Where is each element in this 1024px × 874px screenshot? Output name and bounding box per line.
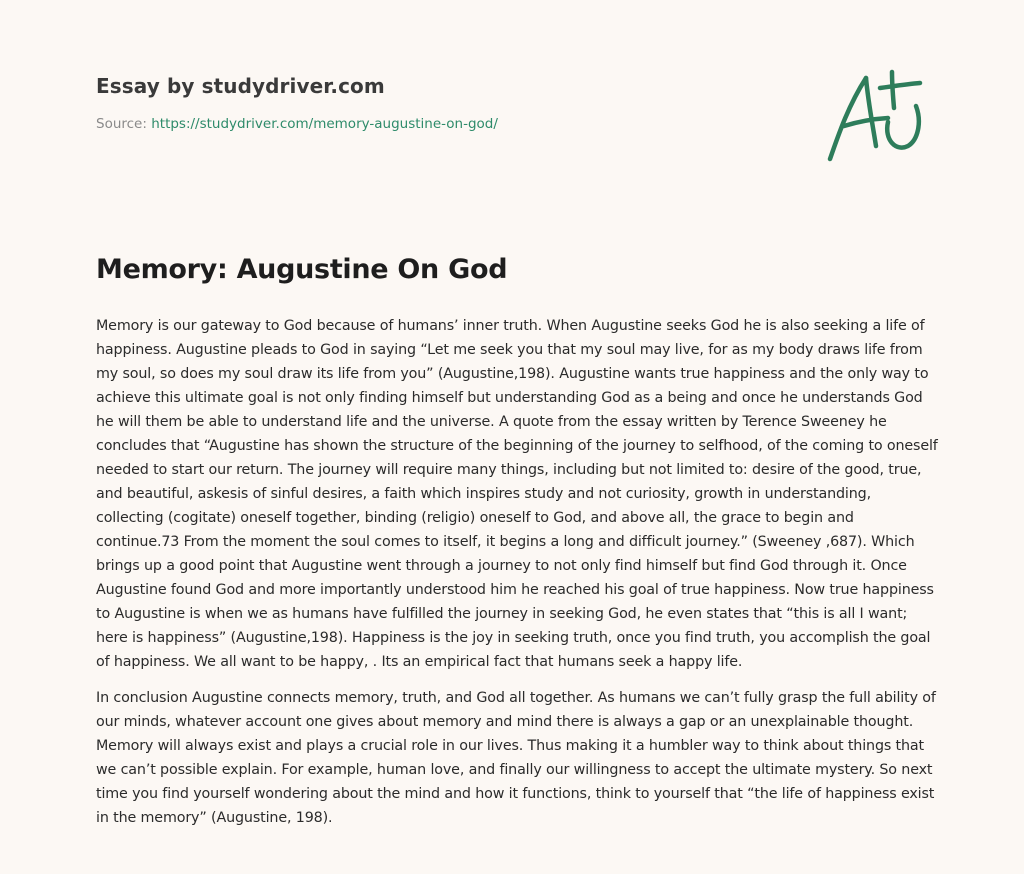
source-link[interactable]: https://studydriver.com/memory-augustine-on-god/ xyxy=(151,116,498,132)
site-title: Essay by studydriver.com xyxy=(96,74,385,98)
source-label: Source: xyxy=(96,116,147,132)
page-title: Memory: Augustine On God xyxy=(96,254,508,285)
source-line xyxy=(96,116,816,132)
page-header xyxy=(96,74,816,132)
essay-paragraph: In conclusion Augustine connects memory, truth, and God all together. As humans we can’t fully grasp the full ability of our minds, whatever account one gives about memory and mind there is always a gap or an unexplainable thought. Memory will always exist and plays a crucial role in our lives. Thus making it a humbler way to think about things that we can’t possible explain. For example, human love, and finally our willingness to accept the ultimate mystery. So next time you find yourself wondering about the mind and how it functions, think to yourself that “the life of happiness exist in the memory” (Augustine, 198). xyxy=(96,690,936,826)
a-plus-logo-icon xyxy=(822,66,932,166)
essay-paragraph: Memory is our gateway to God because of humans’ inner truth. When Augustine seeks God he is also seeking a life of happiness. Augustine pleads to God in saying “Let me seek you that my soul may live, for as my body draws life from my soul, so does my soul draw its life from you” (Augustine,198). Augustine wants true happiness and the only way to achieve this ultimate goal is not only finding himself but understanding God as a being and once he understands God he will them be able to understand life and the universe. A quote from the essay written by Terence Sweeney he concludes that “Augustine has shown the structure of the beginning of the journey to selfhood, of the coming to oneself needed to start our return. The journey will require many things, including but not limited to: desire of the good, true, and beautiful, askesis of sinful desires, a faith which inspires study and not curiosity, growth in understanding, collecting (cogitate) oneself together, binding (religio) oneself to God, and above all, the grace to begin and continue.73 From the moment the soul comes to itself, it begins a long and difficult journey.” (Sweeney ,687). Which brings up a good point that Augustine went through a journey to not only find himself but find God through it. Once Augustine found God and more importantly understood him he reached his goal of true happiness. Now true happiness to Augustine is when we as humans have fulfilled the journey in seeking God, he even states that “this is all I want; here is happiness” (Augustine,198). Happiness is the joy in seeking truth, once you find truth, you accomplish the goal of happiness. We all want to be happy, . Its an empirical fact that humans seek a happy life. xyxy=(96,318,938,670)
essay-body xyxy=(96,314,938,842)
